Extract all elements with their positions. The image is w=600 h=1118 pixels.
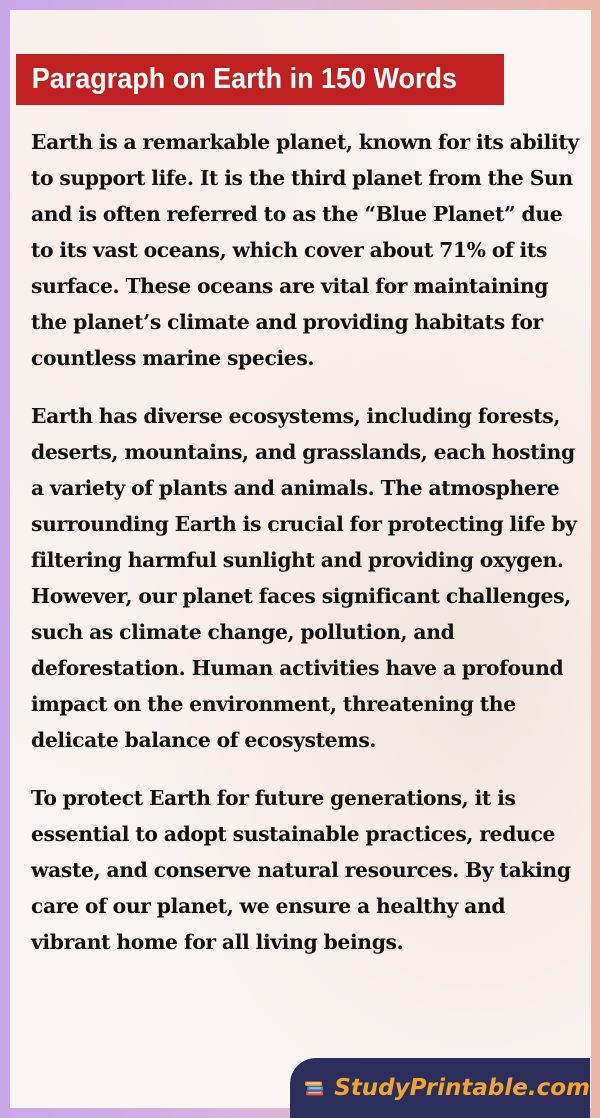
article-body xyxy=(31,124,587,982)
page-title: Paragraph on Earth in 150 Words xyxy=(31,63,457,95)
document-card xyxy=(10,10,591,1108)
site-logo[interactable] xyxy=(290,1058,590,1118)
paragraph-2: Earth has diverse ecosystems, including forests, deserts, mountains, and grasslands, each hosting a variety of plants and animals. The atmosphere surrounding Earth is crucial for protecting life by filtering harmful sunlight and providing oxygen. However, our planet faces significant challenges, such as climate change, pollution, and deforestation. Human activities have a profound impact on the environment, threatening the delicate balance of ecosystems. xyxy=(31,404,577,752)
logo-text: StudyPrintable.com xyxy=(334,1075,590,1101)
paragraph-1: Earth is a remarkable planet, known for its ability to support life. It is the third planet from the Sun and is often referred to as the “Blue Planet” due to its vast oceans, which cover about 71% of its surface. These oceans are vital for maintaining the planet’s climate and providing habitats for countless marine species. xyxy=(31,130,579,370)
title-banner xyxy=(16,54,504,105)
books-icon xyxy=(304,1068,326,1108)
paragraph-3: To protect Earth for future generations, it is essential to adopt sustainable practices, reduce waste, and conserve natural resources. By taking care of our planet, we ensure a healthy and vibrant home for all living beings. xyxy=(31,786,571,954)
